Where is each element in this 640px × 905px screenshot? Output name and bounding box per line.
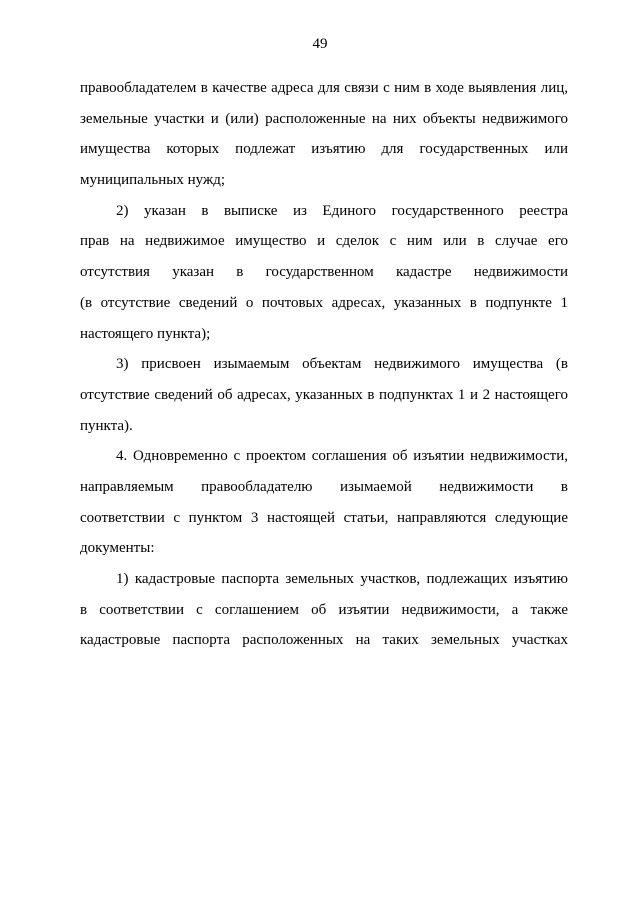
text-line: 2) указан в выписке из Единого государственного реестра bbox=[116, 202, 568, 219]
paragraph-item-2 bbox=[80, 196, 568, 349]
text-line: 1) кадастровые паспорта земельных участков, подлежащих изъятию bbox=[116, 571, 568, 587]
text-line: 4. Одновременно с проектом соглашения об изъятии недвижимости, bbox=[116, 448, 568, 465]
paragraph-item-3 bbox=[80, 349, 568, 441]
paragraph-continuation bbox=[80, 73, 568, 196]
text-line: прав на недвижимое имущество и сделок с ним или в случае его bbox=[80, 233, 568, 250]
text-line: в соответствии с соглашением об изъятии недвижимости, а также bbox=[80, 601, 568, 618]
text-line: 3) присвоен изымаемым объектам недвижимого имущества (в bbox=[116, 356, 568, 373]
text-line: правообладателем в качестве адреса для связи с ним в ходе выявления лиц, bbox=[80, 80, 568, 96]
text-line: имущества которых подлежат изъятию для государственных или bbox=[80, 141, 568, 158]
text-line: земельные участки и (или) расположенные на них объекты недвижимого bbox=[80, 110, 568, 127]
text-line: документы: bbox=[80, 540, 155, 557]
document-body bbox=[80, 73, 568, 656]
paragraph-subitem-1 bbox=[80, 564, 568, 656]
text-line: муниципальных нужд; bbox=[80, 172, 226, 189]
page-number: 49 bbox=[312, 36, 328, 52]
text-line: (в отсутствие сведений о почтовых адресах, указанных в подпункте 1 bbox=[80, 294, 568, 311]
text-line: пункта). bbox=[80, 417, 133, 434]
text-line: соответствии с пунктом 3 настоящей статьи, направляются следующие bbox=[80, 509, 568, 526]
text-line: отсутствия указан в государственном кадастре недвижимости bbox=[80, 264, 568, 281]
text-line: направляемым правообладателю изымаемой недвижимости в bbox=[80, 478, 568, 495]
paragraph-section-4 bbox=[80, 441, 568, 564]
text-line: кадастровые паспорта расположенных на таких земельных участках bbox=[80, 632, 568, 649]
text-line: настоящего пункта); bbox=[80, 325, 211, 342]
text-line: отсутствие сведений об адресах, указанных в подпунктах 1 и 2 настоящего bbox=[80, 386, 568, 403]
